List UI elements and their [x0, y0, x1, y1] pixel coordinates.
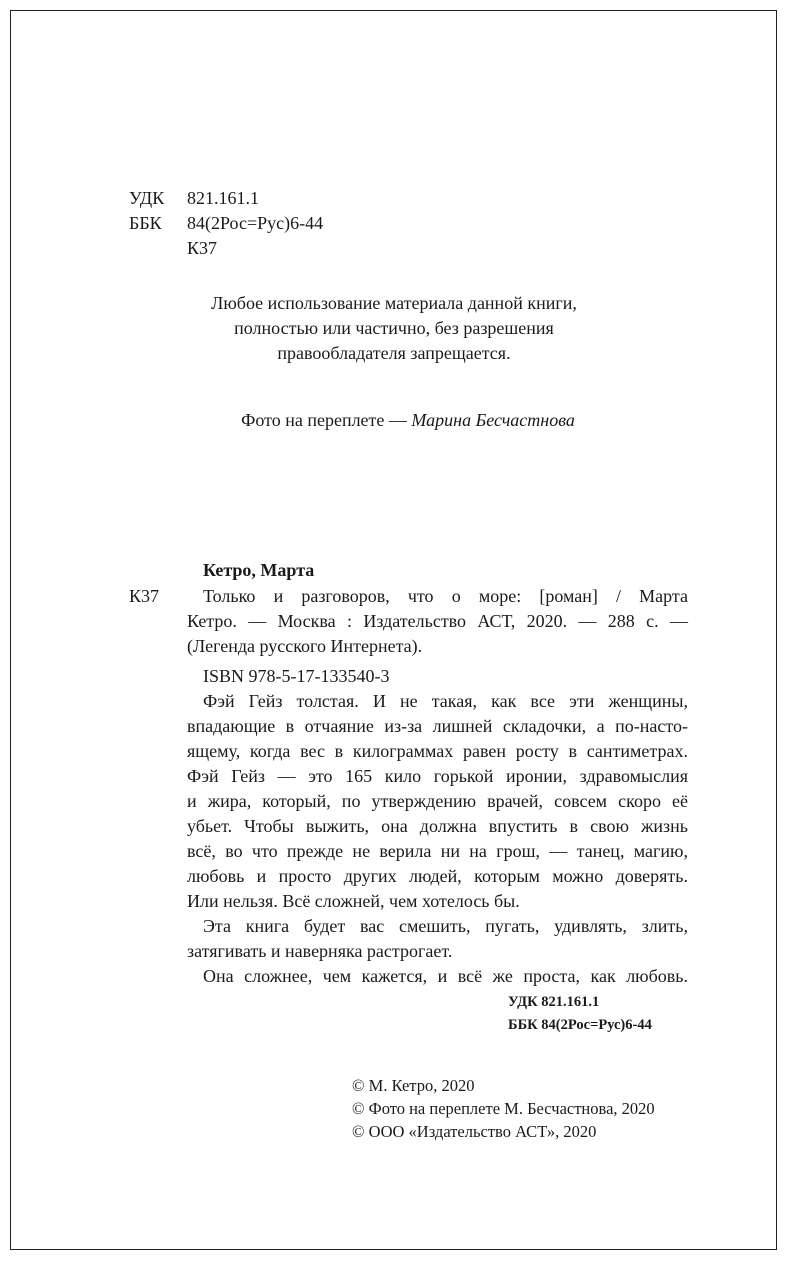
bbk-value: 84(2Рос=Рус)6-44	[187, 213, 324, 233]
author-heading: Кетро, Марта	[203, 560, 315, 580]
isbn: ISBN 978-5-17-133540-3	[203, 666, 390, 686]
annotation-line: ящему, когда вес в килограммах равен росту в сантиметрах.	[187, 741, 688, 761]
udk-bottom: УДК 821.161.1	[508, 994, 600, 1010]
annotation-line: Или нельзя. Всё сложней, чем хотелось бы.	[187, 891, 520, 911]
annotation-line: Она сложнее, чем кажется, и всё же проста, как любовь.	[203, 966, 688, 986]
annotation-line: Эта книга будет вас смешить, пугать, удивлять, злить,	[203, 916, 688, 936]
description-line-2: Кетро. — Москва : Издательство АСТ, 2020. — 288 с. —	[187, 611, 688, 631]
annotation-line: впадающие в отчаяние из-за лишней складочки, а по-насто-	[187, 716, 688, 736]
annotation-line: убьет. Чтобы выжить, она должна впустить в свою жизнь	[187, 816, 688, 836]
notice-line-2: полностью или частично, без разрешения	[234, 318, 554, 338]
photo-credit-label: Фото на переплете —	[241, 410, 407, 430]
udk-row	[129, 186, 259, 210]
annotation-line: всё, во что прежде не верила ни на грош, — танец, магию,	[187, 841, 688, 861]
annotation-line: Фэй Гейз толстая. И не такая, как все эти женщины,	[203, 691, 688, 711]
udk-label: УДК	[129, 188, 165, 208]
bbk-label: ББК	[129, 213, 162, 233]
notice-line-3: правообладателя запрещается.	[277, 343, 511, 363]
annotation-line: и жира, который, по утверждению врачей, совсем скоро её	[187, 791, 688, 811]
copyright-line: © ООО «Издательство АСТ», 2020	[352, 1122, 597, 1141]
photo-credit	[0, 408, 788, 432]
copyright-line: © М. Кетро, 2020	[352, 1076, 475, 1095]
bbk-bottom: ББК 84(2Рос=Рус)6-44	[508, 1017, 652, 1033]
annotation-line: Фэй Гейз — это 165 кило горькой иронии, здравомыслия	[187, 766, 688, 786]
notice-line-1: Любое использование материала данной книги,	[211, 293, 577, 313]
udk-value: 821.161.1	[187, 188, 259, 208]
description-line-3: (Легенда русского Интернета).	[187, 636, 423, 656]
annotation-line: затягивать и наверняка растрогает.	[187, 941, 453, 961]
bbk-row	[129, 211, 324, 235]
photo-credit-name: Марина Бесчастнова	[411, 410, 575, 430]
author-mark-top: К37	[187, 238, 218, 258]
author-mark: К37	[129, 586, 160, 606]
copyright-line: © Фото на переплете М. Бесчастнова, 2020	[352, 1099, 655, 1118]
description-line-1: Только и разговоров, что о море: [роман] / Марта	[203, 586, 688, 606]
annotation-line: любовь и просто других людей, которым можно доверять.	[187, 866, 688, 886]
